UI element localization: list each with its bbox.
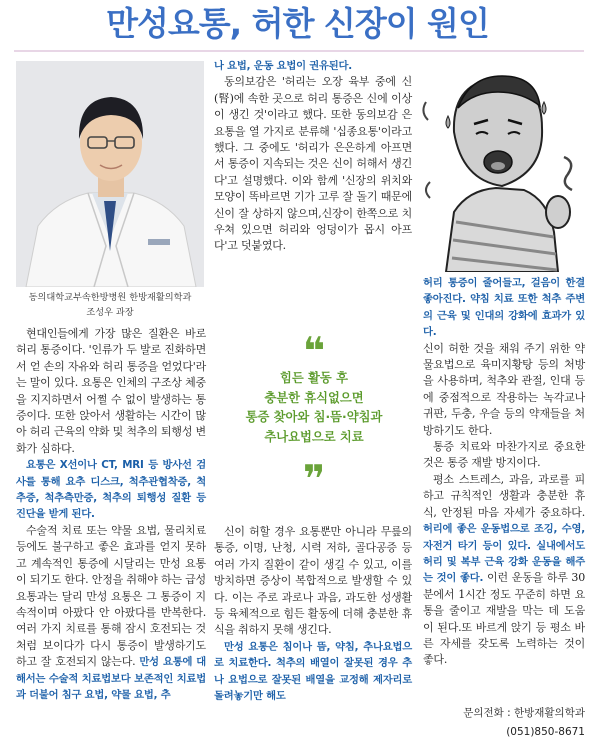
headline-divider <box>14 50 584 52</box>
paragraph-text: 수술적 치료 또는 약물 요법, 물리치료 등에도 불구하고 좋은 효과를 얻지 못하고 계속적인 통증에 시달리는 만성 요통이 되기도 한다. 안정을 취해야 하는 급성 요통과는 달리 만성 요통은 그 통증이 지속적이며 아팠다 안 아팠다를 반복한다. 여러 가지 치료를 통해 잠시 호전되는 것처럼 보이다가 다시 통증이 발생하기도 하고 잘 호전되지 않는다. <box>16 523 206 669</box>
contact-department: 문의전화 : 한방재활의학과 <box>463 707 585 719</box>
doctor-portrait-icon <box>16 61 204 287</box>
paragraph: 현대인들에게 가장 많은 질환은 바로 허리 통증이다. '인류가 두 발로 진화하면서 얻 손의 자유와 허리 통증을 얻었다'라는 말이 있다. 요통은 인체의 구조상 체중을 지지하면서 어쩔 수 없이 발생하는 통증이다. 또한 앉아서 생활하는 시간이 많아 허리 근육의 약화 및 척추의 퇴행성 변화가 심하다. <box>16 327 206 455</box>
paragraph-text: 평소 스트레스, 과음, 과로를 피하고 규칙적인 생활과 충분한 휴식, 안정된 마음 자세가 중요하다. <box>423 472 585 519</box>
highlight-text: 만성 요통에 대해서는 수술적 치료법보다 보존적인 치료법과 더불어 침구 요법, 약물 요법, 추 <box>16 656 207 701</box>
contact-info <box>425 704 585 742</box>
contact-phone: (051)850-8671 <box>506 726 585 738</box>
quote-line: 충분한 휴식없으면 <box>264 390 364 405</box>
paragraph: 신이 허한 것을 채워 주기 위한 약물요법으로 육미지황탕 등의 처방을 사용하며, 척추와 관절, 인대 등에 중점적으로 작용하는 녹각교나 귀판, 두충, 우슬 등의 약재들을 처방하기도 한다. <box>423 341 585 437</box>
photo-caption <box>16 290 204 320</box>
doctor-photo <box>16 61 204 287</box>
paragraph <box>16 523 206 703</box>
right-column <box>423 275 585 669</box>
man-with-back-pain-icon <box>418 62 580 272</box>
pull-quote <box>214 329 414 501</box>
paragraph <box>214 639 412 705</box>
paragraph: 통증 치료와 마찬가지로 중요한 것은 통증 재발 방지이다. <box>423 440 585 470</box>
paragraph <box>16 457 206 523</box>
highlight-text: 만성 요통은 침이나 뜸, 약침, 추나요법으로 치료한다. 척추의 배열이 잘못된 경우 추나 요법으로 잘못된 배열을 교정해 제자리로 돌려놓기만 해도 <box>214 640 412 703</box>
close-quote-icon: ❞ <box>302 457 326 501</box>
back-pain-illustration <box>418 62 580 272</box>
middle-column-top <box>214 58 412 255</box>
paragraph: 신이 허할 경우 요통뿐만 아니라 무릎의 통증, 이명, 난청, 시력 저하, 골다공증 등 여러 가지 질환이 같이 생길 수 있고, 이를 방치하면 증상이 복합적으로 발생할 수 있다. 이는 주로 과로나 과음, 과도한 성생활 등 육체적으로 힘든 활동에 더해 충분한 휴식을 취하지 못해 생긴다. <box>214 525 412 637</box>
open-quote-icon: ❝ <box>302 329 326 373</box>
middle-column-bottom <box>214 524 412 704</box>
headline: 만성요통, 허한 신장이 원인 <box>106 4 489 43</box>
caption-name: 조성우 과장 <box>86 307 134 318</box>
paragraph-text: 이런 운동을 하루 30분에서 1시간 정도 꾸준히 하면 요통을 줄이고 재발을 막는 데 도움이 된다.또 바르게 앉기 등 평소 바른 자세를 갖도록 노력하는 것이 좋다. <box>423 571 586 667</box>
left-column <box>16 326 206 703</box>
highlight-text: 나 요법, 운동 요법이 권유된다. <box>214 60 352 72</box>
highlight-text: 허리 통증이 줄어들고, 걸음이 한결 좋아진다. 약침 치료 또한 척추 주변의 근육 및 인대의 강화에 효과가 있다. <box>423 277 585 339</box>
paragraph <box>423 472 585 669</box>
highlight-text: 허리에 좋은 운동법으로 조깅, 수영, 자전거 타기 등이 있다. 실내에서도 허리 및 복부 근육 강화 운동을 해주는 것이 좋다. <box>423 523 585 585</box>
caption-affiliation: 동의대학교부속한방병원 한방재활의학과 <box>28 292 192 303</box>
paragraph: 동의보감은 '허리는 오장 육부 중에 신(腎)에 속한 곳으로 허리 통증은 신에 이상이 생긴 것'이라고 했다. 또한 동의보감 은 요통을 열 가지로 분류해 '십종요통'이라고 했다. 그 중에도 '허리가 은은하게 아프면서 통증이 지속되는 것은 신이 허해서 생긴다'고 설명했다. 이와 함께 '신장의 위치와 모양이 똑바르면 기가 고루 잘 돌기 때문에 신이 잘 상하지 않으며,신장이 한쪽으로 치우쳐 있으면 허리와 엉덩이가 몹시 아프다'고 덧붙였다. <box>214 75 412 253</box>
highlight-text: 요통은 X선이나 CT, MRI 등 방사선 검사를 통해 요추 디스크, 척추관협착증, 척추증, 척추측만증, 척추의 퇴행성 질환 등 진단을 받게 된다. <box>16 459 206 521</box>
quote-line: 힘든 활동 후 <box>280 371 348 385</box>
quote-line: 통증 찾아와 침·뜸·약침과 <box>245 410 383 424</box>
quote-line: 추나요법으로 치료 <box>264 429 364 444</box>
